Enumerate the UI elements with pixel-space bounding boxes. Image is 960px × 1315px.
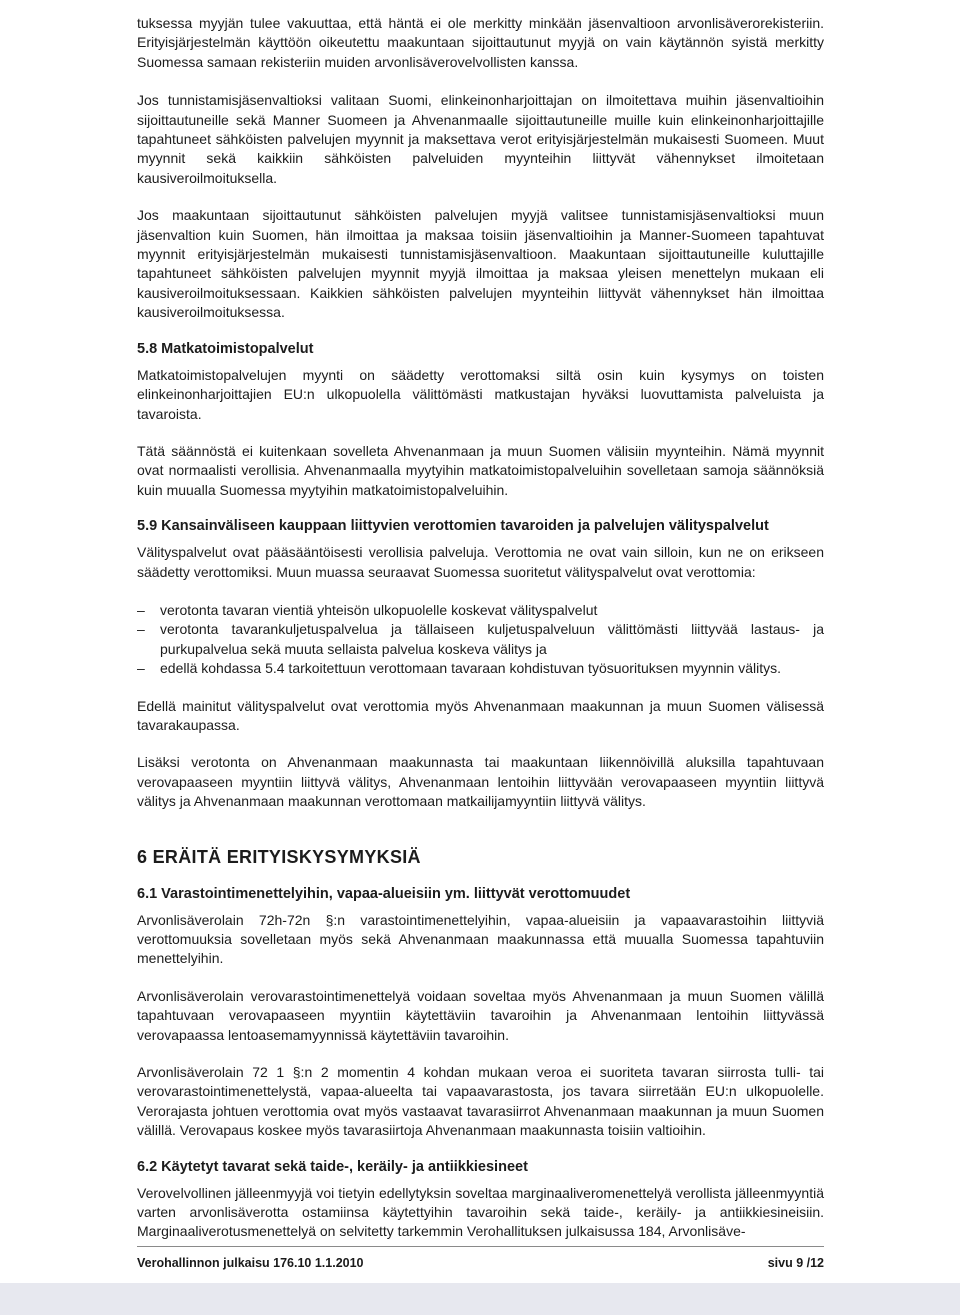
section-heading-5-8: 5.8 Matkatoimistopalvelut — [137, 340, 314, 357]
paragraph: Arvonlisäverolain 72 1 §:n 2 momentin 4 kohdan mukaan veroa ei suoriteta tavaran siirrosta tulli- tai verovarastointimenettelystä, vapaa-alueelta tai vapaavarastosta, jos tavara siirretään EU:n ulkopuolelle. Verorajasta johtuen verottomia ovat myös vastaavat tavarasiirrot Ahvenanmaan maakunnan ja muun Suomen välillä. Verovapaus koskee myös tavarasiirtoja Ahvenanmaan maakunnasta toisiin valtioihin. — [137, 1064, 824, 1139]
paragraph: Lisäksi verotonta on Ahvenanmaan maakunnasta tai maakuntaan liikennöivillä aluksilla tapahtuvaan verovapaaseen myyntiin liittyvä välitys, Ahvenanmaan lentoihin liittyvään verovapaaseen myyntiin liittyvä välitys ja Ahvenanmaan maakunnan verottomaan matkailijamyyntiin liittyvä välitys. — [137, 754, 824, 810]
dash-icon: – — [137, 601, 145, 618]
document-page — [137, 0, 824, 1242]
section-heading-5-9: 5.9 Kansainväliseen kauppaan liittyvien verottomien tavaroiden ja palvelujen välityspalvelut — [137, 518, 769, 535]
page-number: sivu 9 /12 — [767, 1256, 824, 1270]
paragraph: Arvonlisäverolain verovarastointimenettelyä voidaan soveltaa myös Ahvenanmaan ja muun Suomen välillä tapahtuvaan verovapaaseen myyntiin käytettäviin tavaroihin ja Ahvenanmaan lentoihin liittyvässä verovapaassa lentoasemamyynnissä käytettäviin tavaroihin. — [137, 987, 824, 1043]
dash-icon: – — [137, 621, 145, 638]
list-item-text: verotonta tavaran vientiä yhteisön ulkopuolelle koskevat välityspalvelut — [160, 601, 598, 618]
section-heading-6-1: 6.1 Varastointimenettelyihin, vapaa-alueisiin ym. liittyvät verottomuudet — [137, 885, 631, 902]
paragraph: Arvonlisäverolain 72h-72n §:n varastointimenettelyihin, vapaa-alueisiin ja vapaavarastoihin liittyviä verottomuuksia sovelletaan myös sekä Ahvenanmaan maakunnassa että muualla Suomessa tapahtuviin menettelyihin. — [137, 911, 824, 967]
footer-publication: Verohallinnon julkaisu 176.10 1.1.2010 — [137, 1256, 364, 1270]
paragraph: Jos maakuntaan sijoittautunut sähköisten palvelujen myyjä valitsee tunnistamisjäsenvaltioksi muun jäsenvaltion kuin Suomen, hän ilmoittaa ja maksaa toisiin jäsenvaltioihin ja Manner-Suomeen tapahtuvat myynnit erityisjärjestelmän mukaisesti tunnistamisjäsenvaltioon. Maakuntaan sijoittautuneille kuluttajille tapahtuneet sähköisten palvelujen myynnit myyjä ilmoittaa ja maksaa yleisen menettelyn mukaan eli kausiveroilmoituksessaan. Kaikkien sähköisten palvelujen myynteihin liittyvät vähennykset hän ilmoittaa kausiveroilmoituksessa. — [137, 207, 824, 321]
paragraph: Välityspalvelut ovat pääsääntöisesti verollisia palveluja. Verottomia ne ovat vain silloin, kun ne on erikseen säädetty verottomiksi. Muun muassa seuraavat Suomessa suoritetut välityspalvelut ovat verottomia: — [137, 544, 824, 580]
list-item — [137, 601, 824, 620]
paragraph: Matkatoimistopalvelujen myynti on säädetty verottomaksi siltä osin kuin kysymys on toisten elinkeinonharjoittajien EU:n ulkopuolella välittömästi matkustajan hyväksi luovuttamista palveluista ja tavaroista. — [137, 366, 824, 422]
paragraph: Verovelvollinen jälleenmyyjä voi tietyin edellytyksin soveltaa marginaaliveromenettelyä verollista jälleenmyyntiä varten arvonlisäverotta ostamiinsa käytettyihin tavaroihin sekä taide-, keräily- ja antiikkiesineisiin. Marginaaliverotusmenettelyä on selvitetty tarkemmin Verohallituksen julkaisussa 184, Arvonlisäve- — [137, 1184, 824, 1240]
bullet-list — [137, 601, 824, 679]
paragraph: Tätä säännöstä ei kuitenkaan sovelleta Ahvenanmaan ja muun Suomen välisiin myynteihin. Nämä myynnit ovat normaalisti verollisia. Ahvenanmaalla myytyihin matkatoimistopalveluihin sovelletaan samoja säännöksiä kuin muualla Suomessa myytyihin matkatoimistopalveluihin. — [137, 442, 824, 498]
list-item — [137, 659, 824, 678]
list-item — [137, 620, 824, 659]
section-heading-6-2: 6.2 Käytetyt tavarat sekä taide-, keräily- ja antiikkiesineet — [137, 1158, 528, 1175]
chapter-heading-6: 6 ERÄITÄ ERITYISKYSYMYKSIÄ — [137, 846, 421, 867]
footer-band — [0, 1283, 960, 1315]
paragraph: tuksessa myyjän tulee vakuuttaa, että häntä ei ole merkitty minkään jäsenvaltioon arvonlisäverorekisteriin. Erityisjärjestelmän käyttöön oikeutettu maakuntaan sijoittautunut myyjä on vain käytännön syistä merkitty Suomessa samaan rekisteriin muiden arvonlisäverovelvollisten kanssa. — [137, 15, 824, 70]
paragraph: Edellä mainitut välityspalvelut ovat verottomia myös Ahvenanmaan maakunnan ja muun Suomen välisessä tavarakaupassa. — [137, 697, 824, 733]
paragraph: Jos tunnistamisjäsenvaltioksi valitaan Suomi, elinkeinonharjoittajan on ilmoitettava muihin jäsenvaltioihin sijoittautuneille sekä Manner Suomeen ja Ahvenanmaalle sijoittautuneille muille kuin elinkeinonharjoittajille tapahtuneet sähköisten palvelujen myynnit ja maksettava verot erityisjärjestelmän mukaisesti Suomeen. Muut myynnit sekä kaikkiin sähköisten palveluiden myynteihin liittyvät vähennykset ilmoitetaan kausiveroilmoituksella. — [137, 92, 824, 186]
footer-divider — [137, 1246, 824, 1247]
dash-icon: – — [137, 660, 145, 677]
list-item-text: verotonta tavarankuljetuspalvelua ja tällaiseen kuljetuspalveluun välittömästi liittyvää lastaus- ja purkupalvelua sekä muuta sellaista palvelua koskeva välitys ja — [160, 621, 824, 657]
list-item-text: edellä kohdassa 5.4 tarkoitettuun verottomaan tavaraan kohdistuvan työsuorituksen myynnin välitys. — [160, 660, 782, 677]
